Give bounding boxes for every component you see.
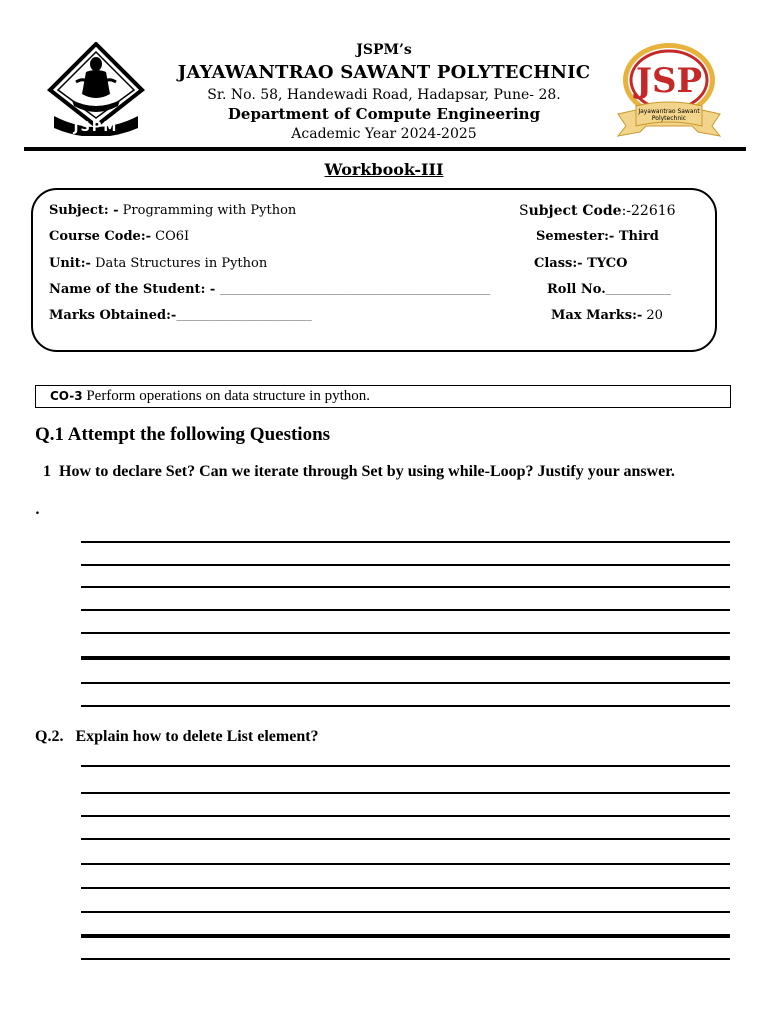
answer-line[interactable] — [81, 705, 730, 707]
q1-dot: . — [35, 502, 40, 518]
q1-question: 1 How to declare Set? Can we iterate through Set by using while-Loop? Justify your answer. — [35, 463, 675, 480]
course-outcome — [50, 388, 370, 405]
course-outcome-text: Perform operations on data structure in python. — [82, 388, 370, 404]
answer-line[interactable] — [81, 911, 730, 913]
course-code-row — [49, 229, 189, 244]
institute-address: Sr. No. 58, Handewadi Road, Hadapsar, Pune- 28. — [207, 87, 561, 103]
student-name-blank[interactable]: __________________________________________________ — [219, 286, 491, 296]
answer-line[interactable] — [81, 609, 730, 611]
answer-line[interactable] — [81, 792, 730, 794]
answer-line[interactable] — [81, 887, 730, 889]
marks-obtained-label: Marks Obtained:- — [49, 308, 177, 323]
student-name-label: Name of the Student: - — [49, 282, 220, 297]
unit-label: Unit:- — [49, 256, 91, 271]
max-marks-label: Max Marks:- — [551, 308, 643, 323]
class-label: Class:- — [534, 256, 583, 271]
unit-row — [49, 256, 267, 271]
roll-no-blank[interactable]: ____________ — [605, 286, 671, 296]
jspm-logo-text: JSPM — [73, 120, 119, 135]
answer-line[interactable] — [81, 541, 730, 543]
institute-name: JAYAWANTRAO SAWANT POLYTECHNIC — [177, 62, 591, 83]
semester-label: Semester:- — [536, 229, 615, 244]
subject-label: Subject: - — [49, 203, 119, 218]
answer-line[interactable] — [81, 656, 730, 660]
workbook-title: Workbook-III — [324, 160, 444, 179]
subject-row — [49, 203, 296, 218]
academic-year: Academic Year 2024-2025 — [291, 126, 477, 142]
q2-question: Q.2. Explain how to delete List element? — [35, 728, 319, 745]
subject-code-label-s: S — [519, 203, 529, 219]
answer-line[interactable] — [81, 682, 730, 684]
subject-code-row — [519, 203, 676, 219]
max-marks-value: 20 — [642, 308, 663, 323]
course-outcome-code: CO-3 — [50, 389, 83, 403]
department-name: Department of Compute Engineering — [227, 105, 541, 123]
institute-short-name: JSPM’s — [356, 42, 412, 58]
semester-value: Third — [614, 229, 659, 244]
subject-code-value: :-22616 — [621, 203, 676, 219]
q1-heading: Q.1 Attempt the following Questions — [35, 424, 331, 445]
subject-code-label: ubject Code — [528, 203, 622, 219]
class-value: TYCO — [582, 256, 628, 271]
jsp-logo-caption-line2: Polytechnic — [651, 115, 687, 122]
course-code-value: CO6I — [151, 229, 190, 244]
semester-row — [536, 229, 659, 244]
answer-line[interactable] — [81, 863, 730, 865]
header-divider — [24, 147, 746, 151]
roll-no-label: Roll No. — [547, 282, 606, 297]
answer-line[interactable] — [81, 586, 730, 588]
jsp-logo-text: JSP — [635, 61, 703, 101]
roll-no-row — [547, 282, 671, 297]
answer-line[interactable] — [81, 765, 730, 767]
jsp-logo-caption-line1: Jayawantrao Sawant — [638, 108, 700, 115]
answer-line[interactable] — [81, 632, 730, 634]
unit-value: Data Structures in Python — [90, 256, 268, 271]
max-marks-row — [551, 308, 663, 323]
course-code-label: Course Code:- — [49, 229, 152, 244]
answer-line[interactable] — [81, 838, 730, 840]
subject-value: Programming with Python — [118, 203, 297, 218]
student-name-row — [49, 282, 490, 297]
class-row — [534, 256, 627, 271]
marks-obtained-blank[interactable]: _________________________ — [176, 312, 312, 322]
answer-line[interactable] — [81, 815, 730, 817]
answer-line[interactable] — [81, 934, 730, 938]
answer-line[interactable] — [81, 958, 730, 960]
marks-obtained-row — [49, 308, 312, 323]
answer-line[interactable] — [81, 564, 730, 566]
